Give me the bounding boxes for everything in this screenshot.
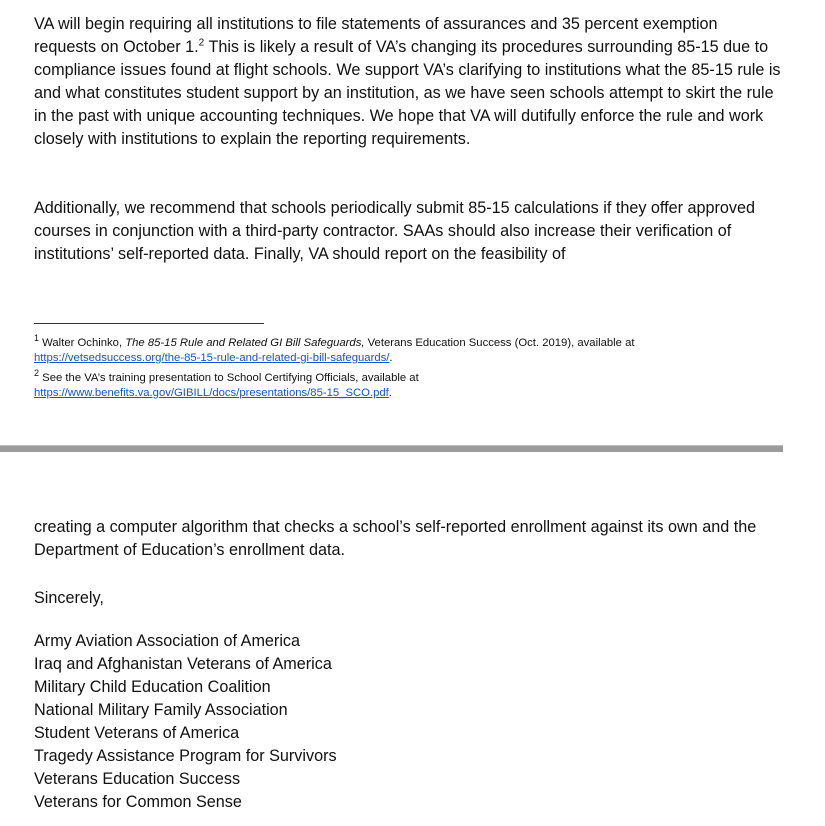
signatory-item: Tragedy Assistance Program for Survivors: [34, 747, 337, 765]
signatory-item: Iraq and Afghanistan Veterans of America: [34, 655, 332, 673]
signatory-item: Veterans Education Success: [34, 770, 241, 788]
signatory-item: Military Child Education Coalition: [34, 678, 271, 696]
closing-salutation: Sincerely,: [34, 589, 104, 607]
paragraph-text: VA will begin requiring all institutions to file statements of assurances and 35 percent exemption requests on October 1.: [34, 15, 718, 56]
signatory-item: Army Aviation Association of America: [34, 632, 301, 650]
signatory-list: [34, 630, 337, 814]
footnote-1: [34, 333, 774, 365]
footnote-period: .: [389, 351, 393, 364]
document-page-2: [0, 452, 783, 826]
signatory-item: Veterans for Common Sense: [34, 793, 242, 811]
footnote-author: Walter Ochinko,: [42, 337, 126, 349]
body-paragraph-3: creating a computer algorithm that checks a school’s self-reported enrollment against its own and the Department of Education’s enrollment data.: [34, 518, 757, 559]
footnote-separator: [34, 323, 264, 324]
signatory-item: National Military Family Association: [34, 701, 288, 719]
footnote-period: .: [388, 386, 392, 399]
page-break-separator: [0, 445, 783, 452]
footnote-number: 1: [34, 333, 40, 344]
footnote-2: [34, 368, 774, 400]
footnote-source: Veterans Education Success (Oct. 2019), available at: [364, 337, 635, 349]
footnote-link[interactable]: https://vetsedsuccess.org/the-85-15-rule-and-related-gi-bill-safeguards/: [34, 351, 390, 364]
paragraph-text: This is likely a result of VA’s changing its procedures surrounding 85-15 due to compliance issues found at flight schools. We support VA’s clarifying to institutions what the 85-15 rule is and what constitutes student support by an institution, as we have seen schools attempt to skirt the rule in the past with unique accounting techniques. We hope that VA will dutifully enforce the rule and work closely with institutions to explain the reporting requirements.: [34, 38, 781, 148]
body-paragraph-2: Additionally, we recommend that schools periodically submit 85-15 calculations if they offer approved courses in conjunction with a third-party contractor. SAAs should also increase their verification of institutions’ self-reported data. Finally, VA should report on the feasibility of: [34, 199, 756, 263]
footnote-number: 2: [34, 368, 40, 379]
footnote-title: The 85-15 Rule and Related GI Bill Safeguards,: [125, 337, 365, 349]
signatory-item: Student Veterans of America: [34, 724, 240, 742]
body-paragraph-1: [34, 13, 784, 151]
footnote-link[interactable]: https://www.benefits.va.gov/GIBILL/docs/presentations/85-15_SCO.pdf: [34, 386, 389, 399]
footnote-ref-2[interactable]: 2: [198, 37, 205, 49]
footnote-text: See the VA’s training presentation to School Certifying Officials, available at: [39, 372, 419, 384]
